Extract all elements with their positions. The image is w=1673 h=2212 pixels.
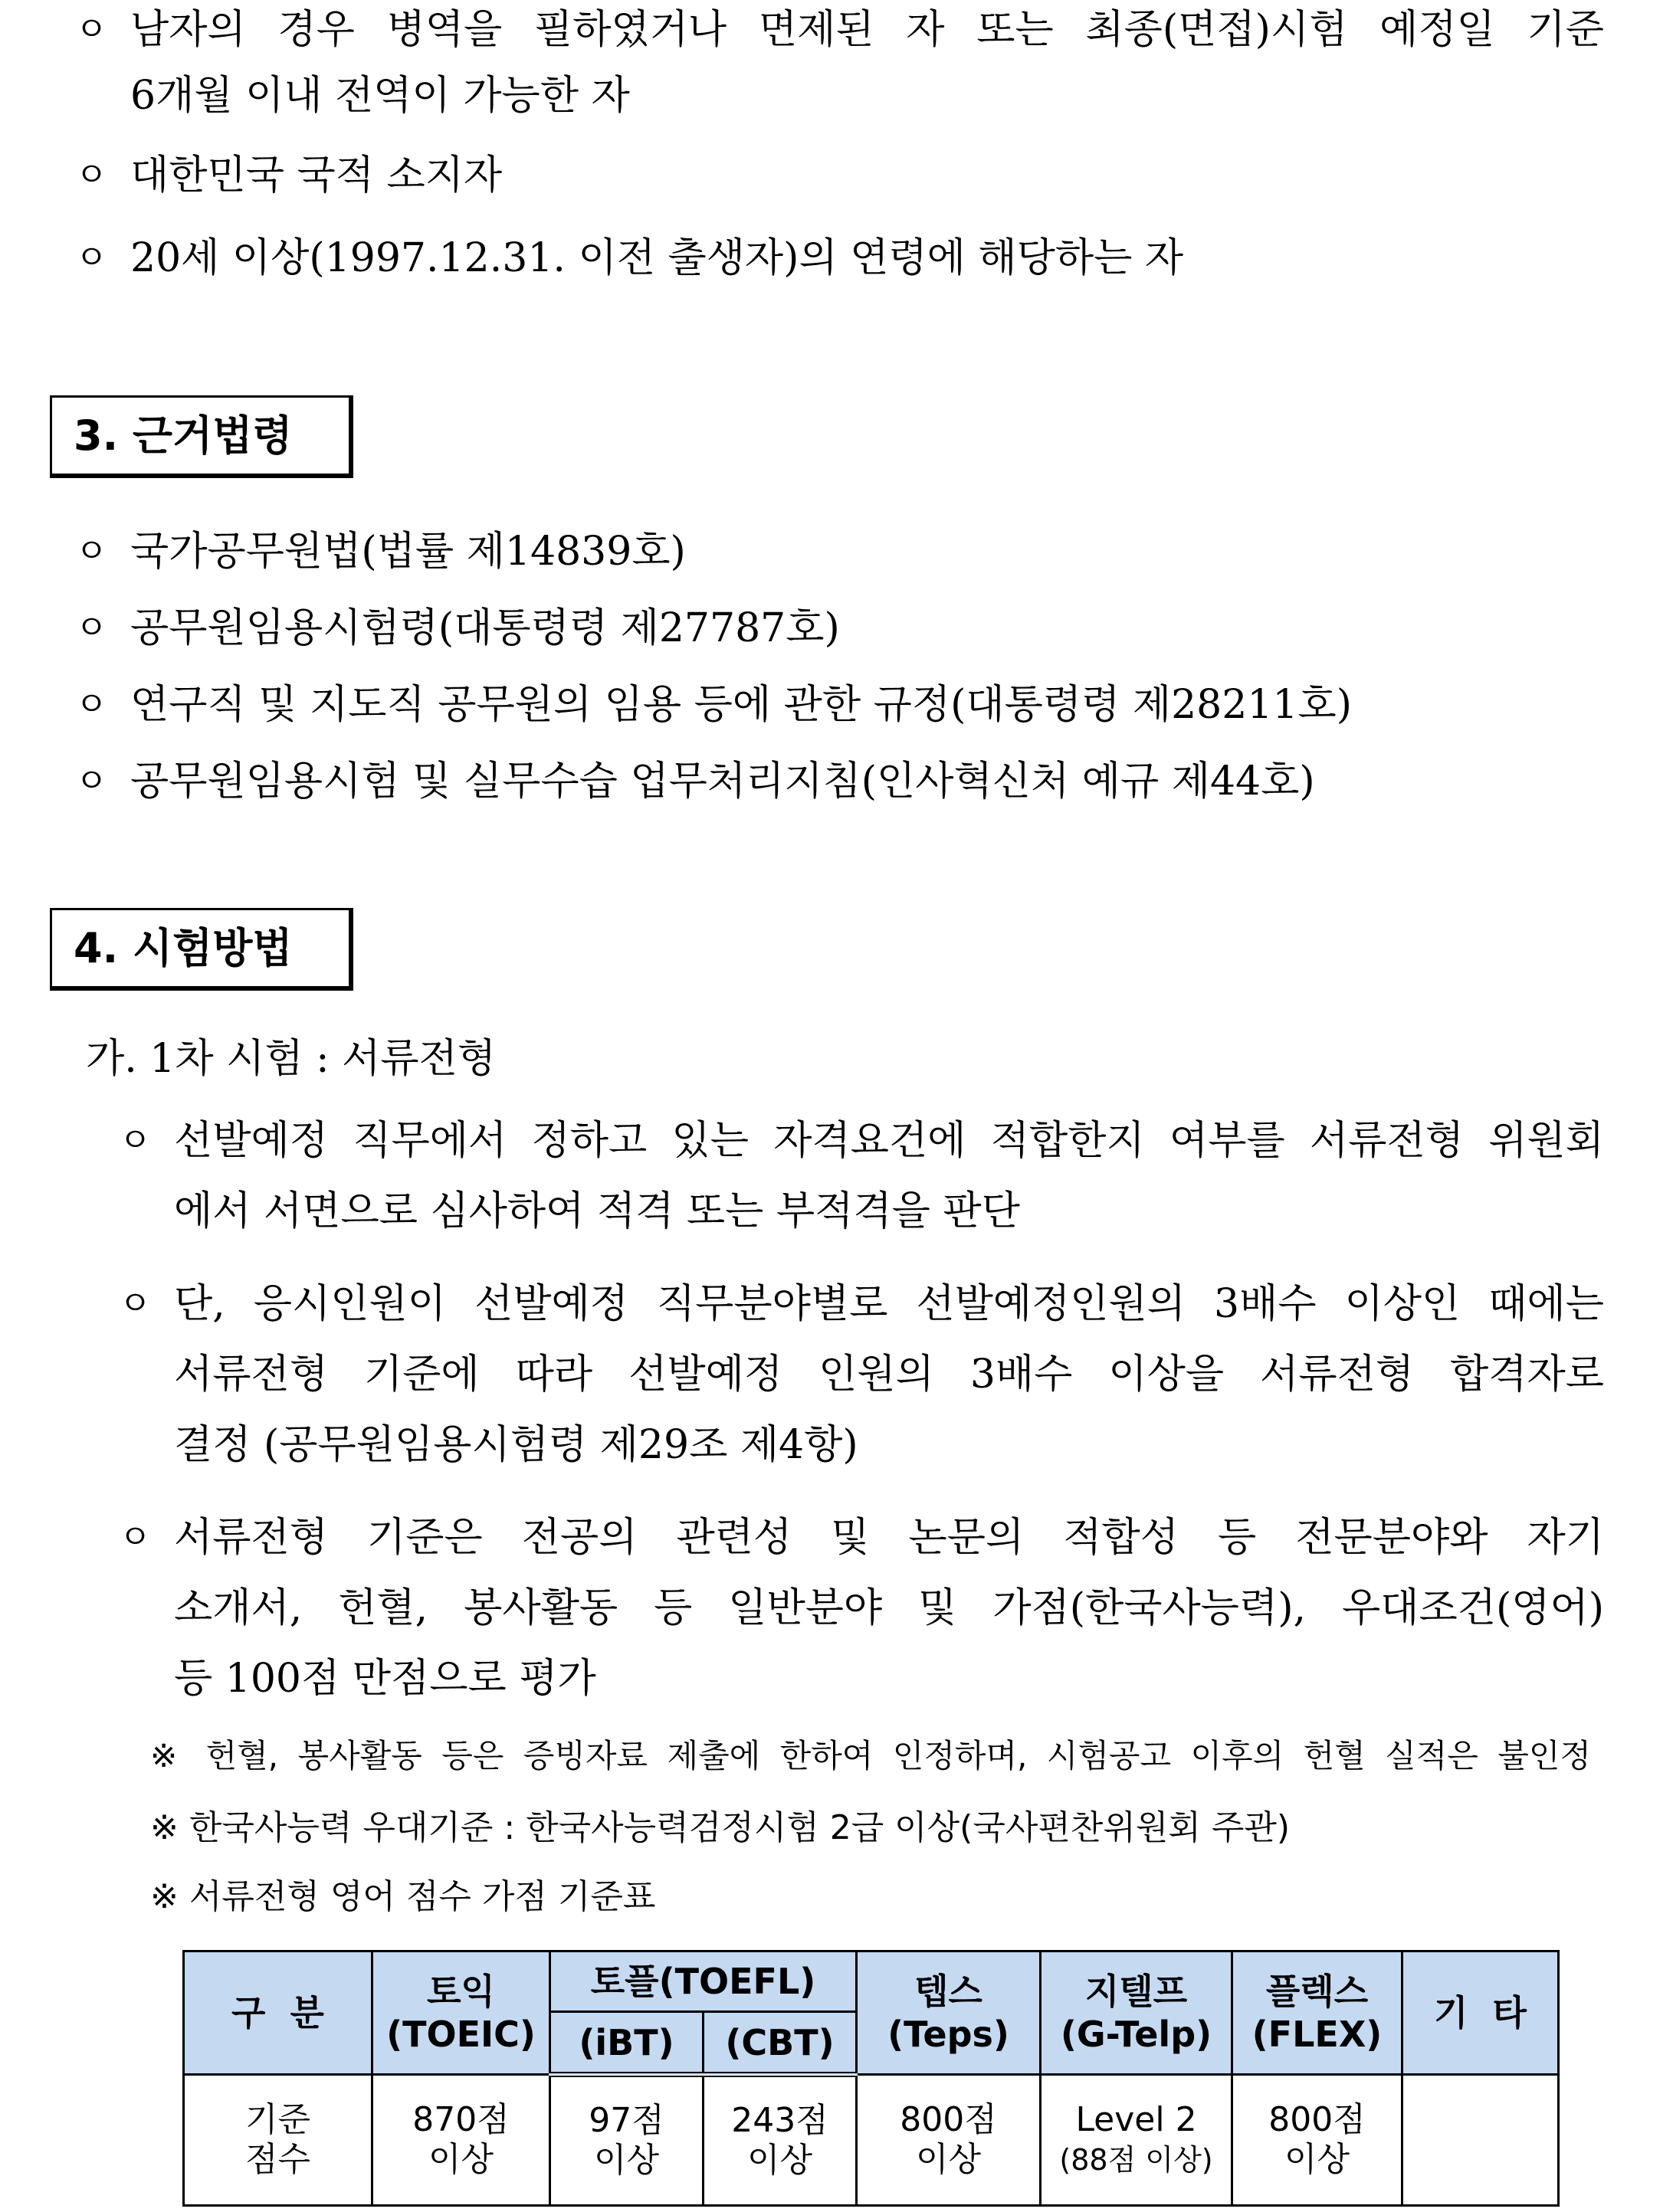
law-text: 공무원임용시험 및 실무수습 업무처리지침(인사혁신처 예규 제44호) [130, 759, 1315, 805]
header-etc: 기 타 [1402, 1951, 1559, 2075]
bullet-mark: ㅇ [75, 238, 108, 277]
method-item [119, 1105, 1604, 1250]
eligibility-text-line2: 6개월 이내 전역이 가능한 자 [130, 73, 630, 119]
header-flex-ko: 플렉스 [1265, 1971, 1369, 2012]
law-text: 국가공무원법(법률 제14839호) [130, 529, 686, 575]
cell-cbt-score: 243점 [731, 2101, 828, 2140]
cell-teps-score: 800점 [900, 2100, 997, 2139]
eligibility-item-military [75, 0, 1604, 139]
method-item [119, 1502, 1604, 1724]
header-flex [1232, 1951, 1402, 2075]
law-text: 연구직 및 지도직 공무원의 임용 등에 관한 규정(대통령령 제28211호) [130, 682, 1353, 728]
note-korean-history: ※ 한국사능력 우대기준 : 한국사능력검정시험 2급 이상(국사편찬위원회 주관) [150, 1808, 1291, 1847]
bullet-mark: ㅇ [75, 10, 108, 49]
header-teps-en: (Teps) [887, 2014, 1009, 2055]
cell-flex-suffix: 이상 [1284, 2140, 1350, 2179]
eligibility-text-line1: 남자의 경우 병역을 필하였거나 면제된 자 또는 최종(면접)시험 예정일 기준 [130, 7, 1604, 53]
bullet-mark: ㅇ [75, 532, 108, 571]
cell-label-line1: 기준 [244, 2100, 310, 2139]
cell-toeic [372, 2075, 550, 2206]
english-score-table [182, 1950, 1560, 2207]
table-row [184, 2075, 1559, 2206]
header-toefl: 토플(TOEFL) [550, 1951, 857, 2012]
eligibility-text: 20세 이상(1997.12.31. 이전 출생자)의 연령에 해당하는 자 [130, 235, 1184, 281]
bullet-mark: ㅇ [119, 1284, 152, 1323]
header-toeic [372, 1951, 550, 2075]
cell-ibt-suffix: 이상 [593, 2141, 659, 2180]
cell-cbt [704, 2075, 857, 2206]
header-cbt: (CBT) [704, 2012, 857, 2075]
cell-flex [1232, 2075, 1402, 2206]
cell-ibt-score: 97점 [589, 2101, 664, 2140]
header-teps-ko: 텝스 [914, 1971, 982, 2012]
method-text-line2: 서류전형 기준에 따라 선발예정 인원의 3배수 이상을 서류전형 합격자로 [174, 1352, 1604, 1398]
sub-heading-first-exam: 가. 1차 시험 : 서류전형 [86, 1036, 497, 1082]
bullet-mark: ㅇ [75, 156, 108, 195]
bullet-mark: ㅇ [75, 762, 108, 801]
bullet-mark: ㅇ [119, 1121, 152, 1160]
cell-teps [857, 2075, 1041, 2206]
header-gtelp-en: (G-Telp) [1060, 2014, 1212, 2055]
method-text-line1: 서류전형 기준은 전공의 관련성 및 논문의 적합성 등 전문분야와 자기 [174, 1515, 1604, 1561]
cell-toeic-suffix: 이상 [428, 2140, 494, 2179]
header-gtelp-ko: 지텔프 [1084, 1971, 1188, 2012]
header-gtelp [1041, 1951, 1232, 2075]
cell-cbt-suffix: 이상 [746, 2141, 812, 2180]
cell-ibt [550, 2075, 704, 2206]
cell-flex-score: 800점 [1268, 2100, 1366, 2139]
cell-label-line2: 점수 [244, 2140, 310, 2179]
cell-etc [1402, 2075, 1559, 2206]
bullet-mark: ㅇ [75, 685, 108, 724]
header-category: 구 분 [184, 1951, 372, 2075]
cell-gtelp [1041, 2075, 1232, 2206]
header-toeic-ko: 토익 [427, 1971, 495, 2012]
note-english-table-title: ※ 서류전형 영어 점수 가점 기준표 [150, 1877, 656, 1916]
eligibility-text: 대한민국 국적 소지자 [130, 152, 503, 198]
cell-toeic-score: 870점 [412, 2100, 510, 2139]
method-text-line1: 선발예정 직무에서 정하고 있는 자격요건에 적합한지 여부를 서류전형 위원회 [174, 1118, 1604, 1164]
bullet-mark: ㅇ [119, 1518, 152, 1557]
note-blood-volunteer: ※ 헌혈, 봉사활동 등은 증빙자료 제출에 한하여 인정하며, 시험공고 이후의 헌혈 실적은 불인정 [150, 1737, 1592, 1775]
header-ibt: (iBT) [550, 2012, 704, 2075]
cell-teps-suffix: 이상 [915, 2140, 981, 2179]
section-heading-legal-basis: 3. 근거법령 [50, 395, 353, 478]
header-teps [857, 1951, 1041, 2075]
law-text: 공무원임용시험령(대통령령 제27787호) [130, 605, 840, 651]
header-toeic-en: (TOEIC) [386, 2014, 536, 2055]
method-text-line3: 결정 (공무원임용시험령 제29조 제4항) [174, 1422, 858, 1468]
bullet-mark: ㅇ [75, 608, 108, 647]
cell-label [184, 2075, 372, 2206]
method-item [119, 1268, 1604, 1490]
method-text-line2: 소개서, 헌혈, 봉사활동 등 일반분야 및 가점(한국사능력), 우대조건(영어) [174, 1585, 1604, 1631]
section-heading-exam-method: 4. 시험방법 [50, 908, 353, 991]
cell-gtelp-score: Level 2 [1075, 2100, 1197, 2139]
cell-gtelp-suffix: (88점 이상) [1059, 2143, 1213, 2177]
method-text-line3: 등 100점 만점으로 평가 [174, 1656, 596, 1702]
method-text-line1: 단, 응시인원이 선발예정 직무분야별로 선발예정인원의 3배수 이상인 때에는 [174, 1281, 1604, 1327]
header-flex-en: (FLEX) [1251, 2014, 1383, 2055]
table-header-row [184, 1951, 1559, 2012]
method-text-line2: 에서 서면으로 심사하여 적격 또는 부적격을 판단 [174, 1188, 1020, 1234]
